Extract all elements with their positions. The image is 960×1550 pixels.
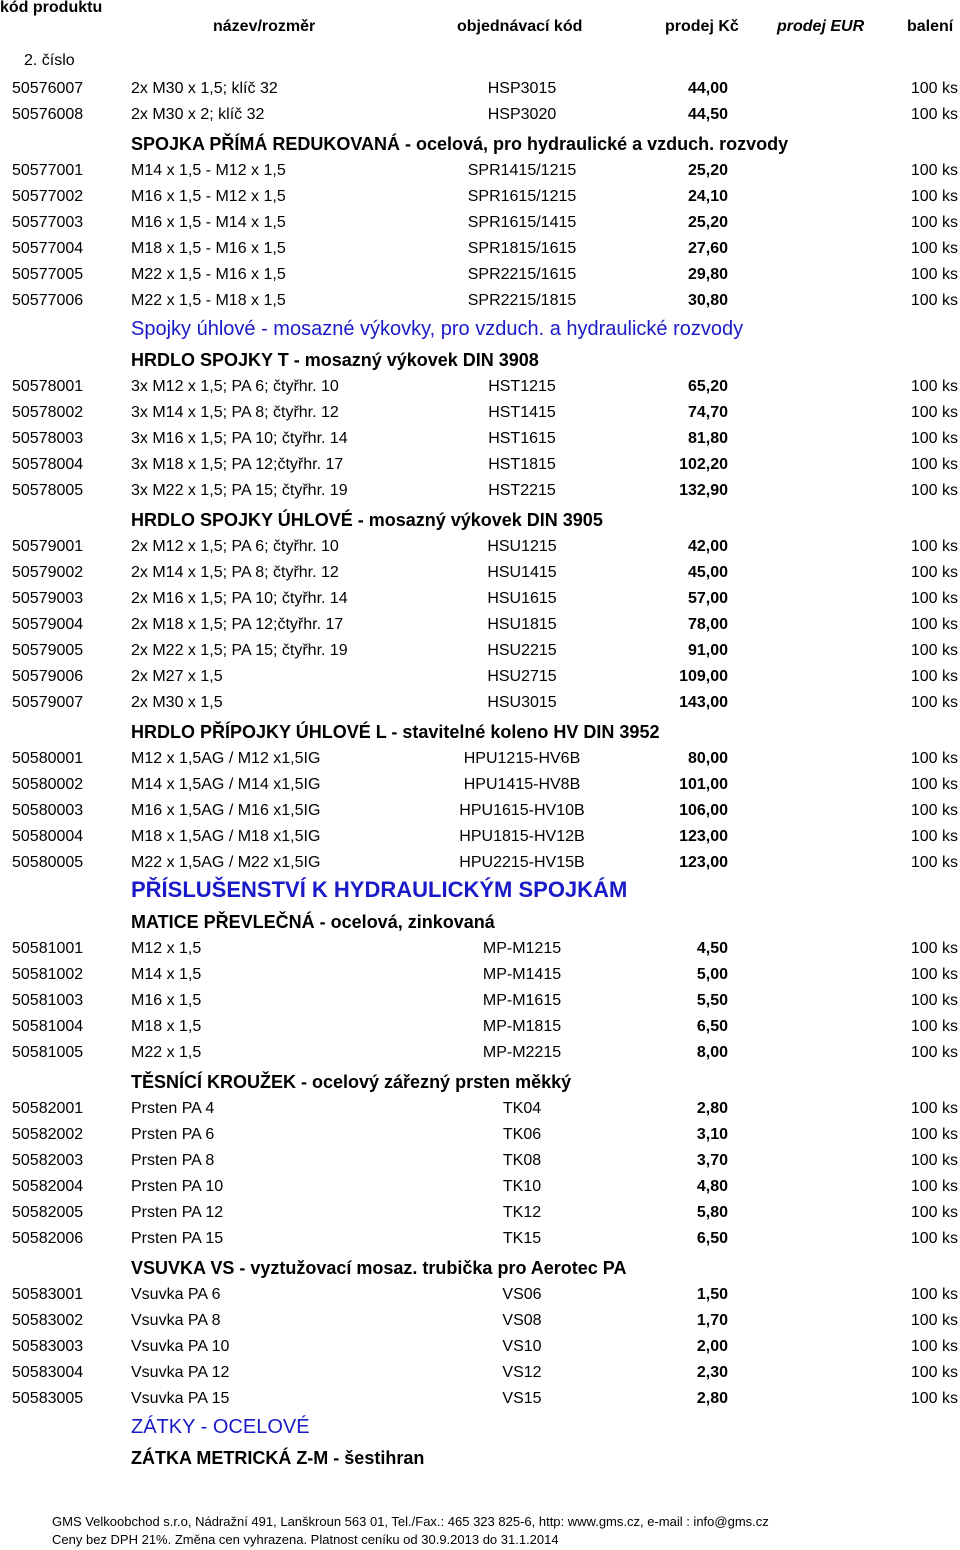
- table-row: [0, 824, 960, 850]
- pack-size: 100 ks: [910, 564, 958, 581]
- order-code: VS12: [502, 1364, 542, 1381]
- product-name: 2x M12 x 1,5; PA 6; čtyřhr. 10: [131, 538, 339, 555]
- price-czk: 24,10: [687, 188, 728, 205]
- table-row: [0, 1174, 960, 1200]
- pack-size: 100 ks: [910, 1204, 958, 1221]
- pack-size: 100 ks: [910, 378, 958, 395]
- order-code: SPR1615/1215: [467, 188, 577, 205]
- order-code: HPU1815-HV12B: [459, 828, 585, 845]
- table-row: [0, 426, 960, 452]
- price-czk: 2,30: [696, 1364, 728, 1381]
- section-title: HRDLO PŘÍPOJKY ÚHLOVÉ L - stavitelné koleno HV DIN 3952: [131, 722, 660, 742]
- order-code: HSU3015: [487, 694, 557, 711]
- product-name: M14 x 1,5 - M12 x 1,5: [131, 162, 286, 179]
- pack-size: 100 ks: [910, 1390, 958, 1407]
- table-row: [0, 184, 960, 210]
- product-name: 2x M27 x 1,5: [131, 668, 223, 685]
- product-code: 50582002: [12, 1126, 84, 1143]
- order-code: SPR1815/1615: [467, 240, 577, 257]
- pack-size: 100 ks: [910, 750, 958, 767]
- product-code: 50582005: [12, 1204, 84, 1221]
- pack-size: 100 ks: [910, 404, 958, 421]
- pack-size: 100 ks: [910, 1364, 958, 1381]
- header-code: kód produktu: [0, 0, 103, 16]
- price-czk: 143,00: [679, 694, 728, 711]
- product-code: 50580001: [12, 750, 84, 767]
- product-code: 50581001: [12, 940, 84, 957]
- product-name: 3x M12 x 1,5; PA 6; čtyřhr. 10: [131, 378, 339, 395]
- header-order-code: objednávací kód: [457, 18, 583, 35]
- price-czk: 2,00: [696, 1338, 728, 1355]
- pack-size: 100 ks: [910, 1126, 958, 1143]
- product-name: Prsten PA 8: [131, 1152, 215, 1169]
- table-row: [0, 560, 960, 586]
- header-pack: balení: [907, 18, 954, 35]
- product-name: 3x M14 x 1,5; PA 8; čtyřhr. 12: [131, 404, 339, 421]
- table-row: [0, 374, 960, 400]
- order-code: VS08: [502, 1312, 542, 1329]
- table-row: [0, 988, 960, 1014]
- table-row: [0, 1334, 960, 1360]
- product-name: M18 x 1,5AG / M18 x1,5IG: [131, 828, 321, 845]
- section-title: TĚSNÍCÍ KROUŽEK - ocelový zářezný prsten měkký: [131, 1072, 572, 1092]
- product-name: M14 x 1,5AG / M14 x1,5IG: [131, 776, 321, 793]
- product-name: Prsten PA 12: [131, 1204, 224, 1221]
- product-name: 3x M18 x 1,5; PA 12;čtyřhr. 17: [131, 456, 344, 473]
- price-czk: 65,20: [687, 378, 728, 395]
- table-row: [0, 478, 960, 504]
- pack-size: 100 ks: [910, 1312, 958, 1329]
- product-name: 2x M18 x 1,5; PA 12;čtyřhr. 17: [131, 616, 344, 633]
- price-czk: 102,20: [679, 456, 728, 473]
- product-code: 50579002: [12, 564, 84, 581]
- order-code: HSP3020: [487, 106, 557, 123]
- table-row: [0, 400, 960, 426]
- table-row: [0, 1040, 960, 1066]
- order-code: SPR1415/1215: [467, 162, 577, 179]
- product-code: 50578004: [12, 456, 84, 473]
- order-code: MP-M1815: [482, 1018, 562, 1035]
- pack-size: 100 ks: [910, 1286, 958, 1303]
- order-code: SPR1615/1415: [467, 214, 577, 231]
- product-name: Vsuvka PA 10: [131, 1338, 230, 1355]
- order-code: VS06: [502, 1286, 542, 1303]
- section-title: MATICE PŘEVLEČNÁ - ocelová, zinkovaná: [131, 912, 495, 932]
- pack-size: 100 ks: [910, 188, 958, 205]
- price-czk: 5,00: [696, 966, 728, 983]
- product-name: M22 x 1,5AG / M22 x1,5IG: [131, 854, 321, 871]
- product-name: 3x M22 x 1,5; PA 15; čtyřhr. 19: [131, 482, 348, 499]
- product-name: M16 x 1,5: [131, 992, 202, 1009]
- price-czk: 3,10: [696, 1126, 728, 1143]
- price-czk: 3,70: [696, 1152, 728, 1169]
- order-code: HST1415: [488, 404, 556, 421]
- table-row: [0, 1014, 960, 1040]
- price-czk: 91,00: [687, 642, 728, 659]
- table-row: [0, 798, 960, 824]
- pack-size: 100 ks: [910, 456, 958, 473]
- section-heading: [0, 876, 960, 906]
- product-name: Vsuvka PA 12: [131, 1364, 230, 1381]
- table-row: [0, 452, 960, 478]
- order-code: HPU2215-HV15B: [459, 854, 585, 871]
- price-czk: 1,70: [696, 1312, 728, 1329]
- table-row: [0, 936, 960, 962]
- section-title: VSUVKA VS - vyztužovací mosaz. trubička pro Aerotec PA: [131, 1258, 627, 1278]
- price-czk: 6,50: [696, 1230, 728, 1247]
- order-code: HSU2715: [487, 668, 557, 685]
- product-name: Prsten PA 15: [131, 1230, 224, 1247]
- product-name: Prsten PA 4: [131, 1100, 215, 1117]
- product-code: 50579004: [12, 616, 84, 633]
- product-code: 50581005: [12, 1044, 84, 1061]
- product-code: 50580005: [12, 854, 84, 871]
- table-row: [0, 236, 960, 262]
- order-code: VS10: [502, 1338, 542, 1355]
- product-name: M16 x 1,5 - M14 x 1,5: [131, 214, 286, 231]
- pack-size: 100 ks: [910, 214, 958, 231]
- pack-size: 100 ks: [910, 776, 958, 793]
- section-heading: [0, 1066, 960, 1096]
- product-code: 50580003: [12, 802, 84, 819]
- price-czk: 5,50: [696, 992, 728, 1009]
- pack-size: 100 ks: [910, 1152, 958, 1169]
- pack-size: 100 ks: [910, 538, 958, 555]
- product-code: 50579006: [12, 668, 84, 685]
- product-name: Prsten PA 6: [131, 1126, 215, 1143]
- price-czk: 109,00: [679, 668, 728, 685]
- product-name: M18 x 1,5: [131, 1018, 202, 1035]
- product-code: 50579005: [12, 642, 84, 659]
- order-code: HST1615: [488, 430, 556, 447]
- price-czk: 27,60: [687, 240, 728, 257]
- order-code: TK12: [502, 1204, 542, 1221]
- price-czk: 8,00: [696, 1044, 728, 1061]
- section-heading: [0, 1252, 960, 1282]
- pack-size: 100 ks: [910, 482, 958, 499]
- order-code: MP-M1215: [482, 940, 562, 957]
- section-title: ZÁTKY - OCELOVÉ: [131, 1416, 310, 1438]
- section-heading: [0, 1412, 960, 1442]
- pack-size: 100 ks: [910, 292, 958, 309]
- product-code: 50582004: [12, 1178, 84, 1195]
- product-name: M12 x 1,5: [131, 940, 202, 957]
- product-name: 3x M16 x 1,5; PA 10; čtyřhr. 14: [131, 430, 348, 447]
- product-name: 2x M22 x 1,5; PA 15; čtyřhr. 19: [131, 642, 348, 659]
- price-czk: 44,00: [687, 80, 728, 97]
- product-code: 50582003: [12, 1152, 84, 1169]
- product-name: M12 x 1,5AG / M12 x1,5IG: [131, 750, 321, 767]
- product-code: 50580002: [12, 776, 84, 793]
- order-code: HSP3015: [487, 80, 557, 97]
- product-name: Vsuvka PA 15: [131, 1390, 230, 1407]
- header-name: název/rozměr: [213, 18, 316, 35]
- product-code: 50581004: [12, 1018, 84, 1035]
- product-name: Vsuvka PA 8: [131, 1312, 221, 1329]
- price-czk: 2,80: [696, 1100, 728, 1117]
- price-czk: 44,50: [687, 106, 728, 123]
- section-title: HRDLO SPOJKY ÚHLOVÉ - mosazný výkovek DIN 3905: [131, 510, 603, 530]
- product-code: 50582001: [12, 1100, 84, 1117]
- pack-size: 100 ks: [910, 240, 958, 257]
- section-heading: [0, 128, 960, 158]
- pack-size: 100 ks: [910, 616, 958, 633]
- table-row: [0, 1360, 960, 1386]
- product-name: 2x M16 x 1,5; PA 10; čtyřhr. 14: [131, 590, 348, 607]
- price-czk: 101,00: [679, 776, 728, 793]
- section-title: SPOJKA PŘÍMÁ REDUKOVANÁ - ocelová, pro hydraulické a vzduch. rozvody: [131, 134, 789, 154]
- order-code: TK08: [502, 1152, 542, 1169]
- price-czk: 74,70: [687, 404, 728, 421]
- order-code: MP-M1415: [482, 966, 562, 983]
- order-code: TK04: [502, 1100, 542, 1117]
- product-code: 50577005: [12, 266, 84, 283]
- pack-size: 100 ks: [910, 966, 958, 983]
- section-heading: [0, 716, 960, 746]
- table-row: [0, 586, 960, 612]
- order-code: HST2215: [488, 482, 556, 499]
- table-row: [0, 612, 960, 638]
- price-czk: 29,80: [687, 266, 728, 283]
- price-czk: 78,00: [687, 616, 728, 633]
- order-code: TK10: [502, 1178, 542, 1195]
- product-code: 50578005: [12, 482, 84, 499]
- pack-size: 100 ks: [910, 642, 958, 659]
- product-code: 50577006: [12, 292, 84, 309]
- pack-size: 100 ks: [910, 802, 958, 819]
- product-name: 2x M30 x 1,5; klíč 32: [131, 80, 278, 97]
- pack-size: 100 ks: [910, 668, 958, 685]
- product-name: M14 x 1,5: [131, 966, 202, 983]
- product-code: 50583004: [12, 1364, 84, 1381]
- table-row: [0, 690, 960, 716]
- product-name: M22 x 1,5 - M18 x 1,5: [131, 292, 286, 309]
- product-name: M18 x 1,5 - M16 x 1,5: [131, 240, 286, 257]
- pack-size: 100 ks: [910, 106, 958, 123]
- section-title: HRDLO SPOJKY T - mosazný výkovek DIN 3908: [131, 350, 539, 370]
- pack-size: 100 ks: [910, 590, 958, 607]
- table-row: [0, 1226, 960, 1252]
- price-czk: 42,00: [687, 538, 728, 555]
- product-code: 50580004: [12, 828, 84, 845]
- product-code: 50582006: [12, 1230, 84, 1247]
- table-row: [0, 1148, 960, 1174]
- pack-size: 100 ks: [910, 940, 958, 957]
- product-code: 50583003: [12, 1338, 84, 1355]
- price-czk: 106,00: [679, 802, 728, 819]
- order-code: TK06: [502, 1126, 542, 1143]
- order-code: HSU1215: [487, 538, 557, 555]
- product-name: M16 x 1,5AG / M16 x1,5IG: [131, 802, 321, 819]
- pack-size: 100 ks: [910, 1100, 958, 1117]
- header-price-czk: prodej Kč: [665, 18, 739, 35]
- pack-size: 100 ks: [910, 266, 958, 283]
- order-code: VS15: [502, 1390, 542, 1407]
- section-title: PŘÍSLUŠENSTVÍ K HYDRAULICKÝM SPOJKÁM: [131, 877, 628, 902]
- table-row: [0, 210, 960, 236]
- section-title: ZÁTKA METRICKÁ Z-M - šestihran: [131, 1448, 425, 1468]
- product-name: M22 x 1,5: [131, 1044, 202, 1061]
- section-title: Spojky úhlové - mosazné výkovky, pro vzduch. a hydraulické rozvody: [131, 318, 744, 340]
- product-code: 50577001: [12, 162, 84, 179]
- price-czk: 25,20: [687, 214, 728, 231]
- table-row: [0, 262, 960, 288]
- order-code: HPU1415-HV8B: [463, 776, 581, 793]
- table-row: [0, 850, 960, 876]
- price-czk: 45,00: [687, 564, 728, 581]
- pack-size: 100 ks: [910, 694, 958, 711]
- price-czk: 123,00: [679, 828, 728, 845]
- pack-size: 100 ks: [910, 854, 958, 871]
- footer-validity: Ceny bez DPH 21%. Změna cen vyhrazena. Platnost ceníku od 30.9.2013 do 31.1.2014: [52, 1532, 559, 1547]
- product-code: 50583005: [12, 1390, 84, 1407]
- product-code: 50576007: [12, 80, 84, 97]
- header-code-sub: 2. číslo: [24, 52, 75, 69]
- price-czk: 25,20: [687, 162, 728, 179]
- order-code: HST1815: [488, 456, 556, 473]
- table-row: [0, 1386, 960, 1412]
- section-heading: [0, 314, 960, 344]
- order-code: MP-M2215: [482, 1044, 562, 1061]
- order-code: HSU1415: [487, 564, 557, 581]
- table-row: [0, 534, 960, 560]
- section-heading: [0, 344, 960, 374]
- table-row: [0, 664, 960, 690]
- product-name: M22 x 1,5 - M16 x 1,5: [131, 266, 286, 283]
- order-code: SPR2215/1815: [467, 292, 577, 309]
- price-czk: 80,00: [687, 750, 728, 767]
- pack-size: 100 ks: [910, 1178, 958, 1195]
- order-code: HSU2215: [487, 642, 557, 659]
- pack-size: 100 ks: [910, 1230, 958, 1247]
- product-code: 50578002: [12, 404, 84, 421]
- order-code: HST1215: [488, 378, 556, 395]
- product-code: 50581003: [12, 992, 84, 1009]
- pack-size: 100 ks: [910, 1018, 958, 1035]
- product-name: 2x M30 x 2; klíč 32: [131, 106, 265, 123]
- header-price-eur: prodej EUR: [777, 18, 865, 35]
- price-czk: 57,00: [687, 590, 728, 607]
- section-heading: [0, 906, 960, 936]
- pack-size: 100 ks: [910, 1044, 958, 1061]
- footer-contact: GMS Velkoobchod s.r.o, Nádražní 491, Lanškroun 563 01, Tel./Fax.: 465 323 825-6, http: www.gms.cz, e-mail : info@gms.cz: [52, 1514, 769, 1529]
- table-row: [0, 1308, 960, 1334]
- table-row: [0, 1096, 960, 1122]
- product-name: Prsten PA 10: [131, 1178, 224, 1195]
- product-name: 2x M30 x 1,5: [131, 694, 223, 711]
- table-row: [0, 772, 960, 798]
- order-code: MP-M1615: [482, 992, 562, 1009]
- price-czk: 81,80: [687, 430, 728, 447]
- product-name: M16 x 1,5 - M12 x 1,5: [131, 188, 286, 205]
- product-code: 50577004: [12, 240, 84, 257]
- order-code: HPU1215-HV6B: [463, 750, 581, 767]
- table-row: [0, 638, 960, 664]
- product-name: Vsuvka PA 6: [131, 1286, 221, 1303]
- product-code: 50583002: [12, 1312, 84, 1329]
- order-code: HSU1615: [487, 590, 557, 607]
- order-code: SPR2215/1615: [467, 266, 577, 283]
- product-code: 50579003: [12, 590, 84, 607]
- price-czk: 6,50: [696, 1018, 728, 1035]
- product-code: 50583001: [12, 1286, 84, 1303]
- product-code: 50577003: [12, 214, 84, 231]
- section-heading: [0, 504, 960, 534]
- table-row: [0, 288, 960, 314]
- product-code: 50581002: [12, 966, 84, 983]
- price-czk: 123,00: [679, 854, 728, 871]
- product-name: 2x M14 x 1,5; PA 8; čtyřhr. 12: [131, 564, 339, 581]
- product-code: 50577002: [12, 188, 84, 205]
- product-code: 50576008: [12, 106, 84, 123]
- table-row: [0, 1122, 960, 1148]
- pack-size: 100 ks: [910, 1338, 958, 1355]
- pack-size: 100 ks: [910, 80, 958, 97]
- price-list: [0, 76, 960, 1472]
- price-czk: 5,80: [696, 1204, 728, 1221]
- pack-size: 100 ks: [910, 430, 958, 447]
- product-code: 50579001: [12, 538, 84, 555]
- price-czk: 4,50: [696, 940, 728, 957]
- order-code: HSU1815: [487, 616, 557, 633]
- order-code: TK15: [502, 1230, 542, 1247]
- order-code: HPU1615-HV10B: [459, 802, 585, 819]
- price-czk: 132,90: [679, 482, 728, 499]
- price-czk: 30,80: [687, 292, 728, 309]
- price-czk: 2,80: [696, 1390, 728, 1407]
- pack-size: 100 ks: [910, 828, 958, 845]
- table-row: [0, 962, 960, 988]
- price-czk: 4,80: [696, 1178, 728, 1195]
- table-row: [0, 158, 960, 184]
- pack-size: 100 ks: [910, 992, 958, 1009]
- table-row: [0, 76, 960, 102]
- table-row: [0, 102, 960, 128]
- table-row: [0, 746, 960, 772]
- pack-size: 100 ks: [910, 162, 958, 179]
- price-czk: 1,50: [696, 1286, 728, 1303]
- table-row: [0, 1200, 960, 1226]
- table-row: [0, 1282, 960, 1308]
- product-code: 50579007: [12, 694, 84, 711]
- section-heading: [0, 1442, 960, 1472]
- product-code: 50578001: [12, 378, 84, 395]
- product-code: 50578003: [12, 430, 84, 447]
